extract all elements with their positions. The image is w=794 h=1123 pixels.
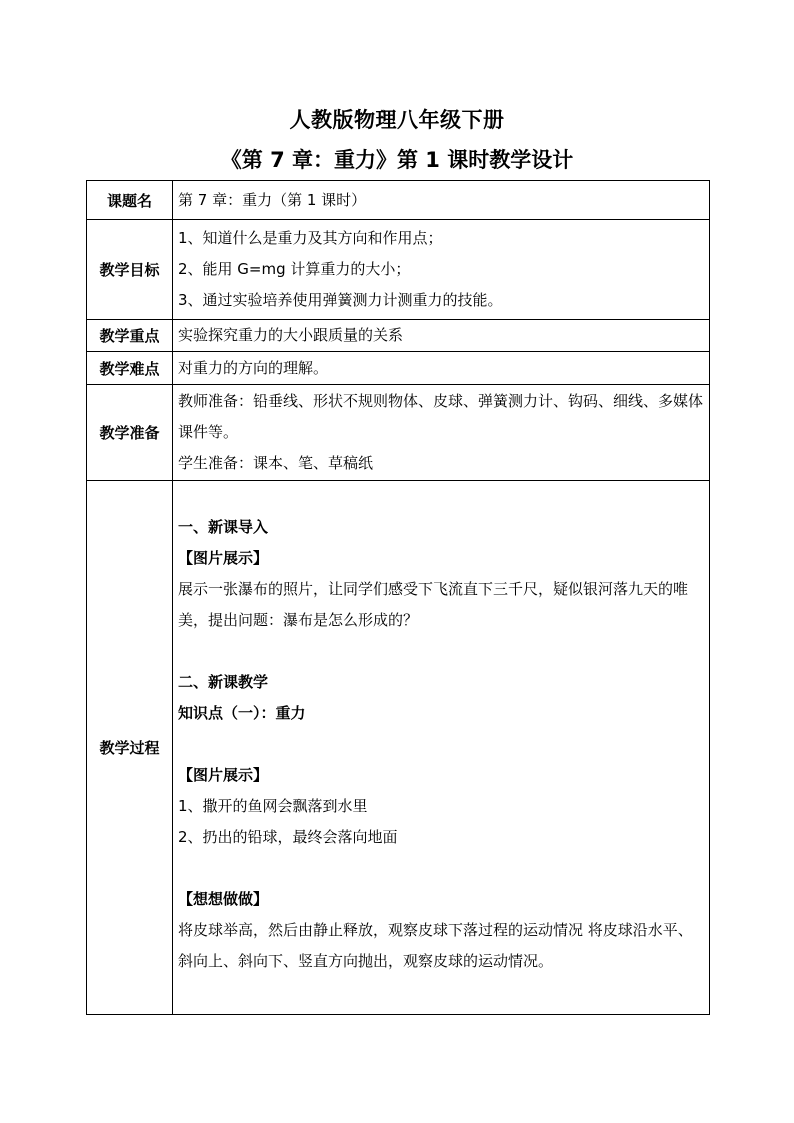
difficulty-label: 教学难点 [87,352,173,385]
document-title: 人教版物理八年级下册 [289,108,505,132]
section-teaching-heading: 二、新课教学 [178,673,269,691]
preparation-cell [173,385,710,481]
row-difficulty [87,352,710,385]
student-preparation: 学生准备：课本、笔、草稿纸 [178,454,374,472]
picture-display-tag-2: 【图片展示】 [178,766,269,784]
topic-cell [173,181,710,220]
process-cell [173,481,710,1015]
key-point-cell [173,320,710,352]
example-item-2: 2、扔出的铅球，最终会落向地面 [178,828,398,846]
topic-value: 第 7 章：重力（第 1 课时） [178,190,367,209]
document-subtitle: 《第 7 章：重力》第 1 课时教学设计 [220,148,574,172]
key-point-label: 教学重点 [87,320,173,352]
goals-label: 教学目标 [87,220,173,320]
row-topic [87,181,710,220]
goals-cell [173,220,710,320]
difficulty-cell [173,352,710,385]
intro-text: 展示一张瀑布的照片，让同学们感受下飞流直下三千尺，疑似银河落九天的唯美，提出问题：瀑布是怎么形成的？ [178,580,689,629]
key-point-value: 实验探究重力的大小跟质量的关系 [178,326,404,344]
row-goals [87,220,710,320]
process-label: 教学过程 [87,481,173,1015]
activity-text: 将皮球举高，然后由静止释放，观察皮球下落过程的运动情况 将皮球沿水平、斜向上、斜向下、竖直方向抛出，观察皮球的运动情况。 [178,921,693,970]
goal-item-3: 3、通过实验培养使用弹簧测力计测重力的技能。 [178,291,503,309]
goal-item-1: 1、知道什么是重力及其方向和作用点； [178,229,443,247]
preparation-label: 教学准备 [87,385,173,481]
row-key-point [87,320,710,352]
teacher-preparation: 教师准备：铅垂线、形状不规则物体、皮球、弹簧测力计、钩码、细线、多媒体课件等。 [178,392,704,441]
example-item-1: 1、撒开的鱼网会飘落到水里 [178,797,368,815]
section-intro-heading: 一、新课导入 [178,518,269,536]
row-process [87,481,710,1015]
activity-tag: 【想想做做】 [178,890,269,908]
difficulty-value: 对重力的方向的理解。 [178,358,329,377]
knowledge-point-heading: 知识点（一）：重力 [178,704,306,722]
topic-label: 课题名 [87,181,173,220]
picture-display-tag: 【图片展示】 [178,549,269,567]
row-preparation [87,385,710,481]
goal-item-2: 2、能用 G=mg 计算重力的大小； [178,260,411,278]
lesson-plan-table [86,180,710,1015]
